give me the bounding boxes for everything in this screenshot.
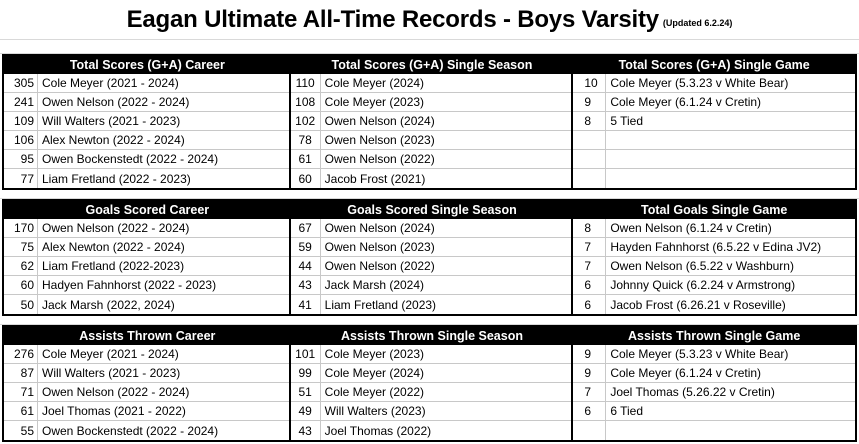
record-value: 102 <box>291 112 321 130</box>
section-total-scores <box>2 54 857 190</box>
single-game-column <box>573 74 855 188</box>
table-row <box>291 238 572 257</box>
record-value: 99 <box>291 364 321 382</box>
record-value: 108 <box>291 93 321 111</box>
record-holder: 6 Tied <box>610 404 644 418</box>
record-holder: Cole Meyer (2021 - 2024) <box>42 76 179 90</box>
record-holder: Joel Thomas (5.26.22 v Cretin) <box>610 385 775 399</box>
record-holder: Cole Meyer (2022) <box>324 385 425 399</box>
table-row <box>4 238 289 257</box>
section-header <box>2 325 857 345</box>
section-assists <box>2 325 857 442</box>
header-single-game: Assists Thrown Single Game <box>628 329 801 343</box>
record-value: 6 <box>573 276 606 294</box>
record-value: 6 <box>573 402 606 420</box>
table-row <box>573 219 855 238</box>
record-value <box>573 169 606 188</box>
record-value: 51 <box>291 383 321 401</box>
record-value <box>573 131 606 149</box>
header-single-game: Total Goals Single Game <box>640 203 788 217</box>
record-value: 87 <box>4 364 38 382</box>
record-holder: Will Walters (2021 - 2023) <box>42 366 181 380</box>
page-title: Eagan Ultimate All-Time Records - Boys Varsity <box>126 5 659 33</box>
table-row <box>4 364 289 383</box>
record-value: 67 <box>291 219 321 237</box>
record-holder: Owen Nelson (2024) <box>324 114 435 128</box>
record-value: 101 <box>291 345 321 363</box>
record-holder: Jack Marsh (2024) <box>324 278 425 292</box>
header-single-season: Assists Thrown Single Season <box>340 329 523 343</box>
record-value: 7 <box>573 383 606 401</box>
record-value: 78 <box>291 131 321 149</box>
record-value: 60 <box>291 169 321 188</box>
record-value: 59 <box>291 238 321 256</box>
blank-row <box>0 189 859 199</box>
record-holder: Owen Nelson (6.5.22 v Washburn) <box>610 259 794 273</box>
record-holder: Hadyen Fahnhorst (2022 - 2023) <box>42 278 217 292</box>
record-value: 49 <box>291 402 321 420</box>
header-career: Assists Thrown Career <box>79 329 216 343</box>
section-header <box>2 199 857 219</box>
table-row <box>573 383 855 402</box>
record-holder <box>606 169 610 188</box>
record-holder: Owen Nelson (2023) <box>324 240 435 254</box>
updated-note: (Updated 6.2.24) <box>662 18 733 28</box>
record-value: 9 <box>573 364 606 382</box>
record-holder: Hayden Fahnhorst (6.5.22 v Edina JV2) <box>610 240 822 254</box>
table-row <box>291 257 572 276</box>
table-row <box>291 131 572 150</box>
record-holder: Cole Meyer (2023) <box>324 347 425 361</box>
record-holder <box>606 421 610 440</box>
table-row <box>573 257 855 276</box>
table-row <box>291 295 572 314</box>
record-value: 10 <box>573 74 606 92</box>
record-value: 9 <box>573 345 606 363</box>
record-holder: Cole Meyer (5.3.23 v White Bear) <box>610 347 789 361</box>
record-holder: Joel Thomas (2021 - 2022) <box>42 404 186 418</box>
table-row <box>4 150 289 169</box>
record-value: 241 <box>4 93 38 111</box>
record-holder: Cole Meyer (2021 - 2024) <box>42 347 179 361</box>
record-value: 43 <box>291 421 321 440</box>
header-single-season: Total Scores (G+A) Single Season <box>331 58 533 72</box>
table-row <box>291 74 572 93</box>
record-holder: Cole Meyer (6.1.24 v Cretin) <box>610 95 762 109</box>
table-row <box>291 383 572 402</box>
record-holder: Owen Bockenstedt (2022 - 2024) <box>42 423 219 438</box>
table-row <box>4 383 289 402</box>
record-holder: 5 Tied <box>610 114 644 128</box>
header-single-game: Total Scores (G+A) Single Game <box>618 58 810 72</box>
record-holder: Joel Thomas (2022) <box>324 423 432 438</box>
header-career: Goals Scored Career <box>85 203 210 217</box>
table-row <box>573 345 855 364</box>
record-holder: Jacob Frost (2021) <box>324 171 426 186</box>
single-season-column <box>291 74 574 188</box>
record-value: 6 <box>573 295 606 314</box>
career-column <box>4 219 291 314</box>
title-row <box>0 0 859 40</box>
record-value: 7 <box>573 238 606 256</box>
table-row <box>4 131 289 150</box>
table-row <box>291 150 572 169</box>
table-row <box>573 402 855 421</box>
record-value: 41 <box>291 295 321 314</box>
record-value: 106 <box>4 131 38 149</box>
record-value: 9 <box>573 93 606 111</box>
blank-row <box>0 40 859 54</box>
record-holder <box>606 150 610 168</box>
record-value: 170 <box>4 219 38 237</box>
career-column <box>4 74 291 188</box>
record-holder: Owen Nelson (2024) <box>324 221 435 235</box>
table-row <box>291 402 572 421</box>
table-row <box>291 364 572 383</box>
record-holder: Cole Meyer (2024) <box>324 366 425 380</box>
record-holder: Owen Nelson (2022 - 2024) <box>42 221 190 235</box>
table-row <box>573 150 855 169</box>
table-row <box>573 364 855 383</box>
record-value: 61 <box>4 402 38 420</box>
table-row <box>573 238 855 257</box>
record-holder: Cole Meyer (5.3.23 v White Bear) <box>610 76 789 90</box>
header-career: Total Scores (G+A) Career <box>69 58 225 72</box>
record-holder: Liam Fretland (2022-2023) <box>42 259 185 273</box>
record-value: 8 <box>573 112 606 130</box>
record-value: 62 <box>4 257 38 275</box>
table-row <box>573 276 855 295</box>
record-value: 276 <box>4 345 38 363</box>
record-holder: Cole Meyer (2024) <box>324 76 425 90</box>
table-row <box>291 112 572 131</box>
record-value: 110 <box>291 74 321 92</box>
header-single-season: Goals Scored Single Season <box>347 203 517 217</box>
table-row <box>573 112 855 131</box>
table-row <box>291 93 572 112</box>
record-value: 75 <box>4 238 38 256</box>
table-row <box>573 131 855 150</box>
record-value: 95 <box>4 150 38 168</box>
table-row <box>4 402 289 421</box>
record-value <box>573 421 606 440</box>
table-row <box>4 345 289 364</box>
record-holder: Johnny Quick (6.2.24 v Armstrong) <box>610 278 796 292</box>
table-row <box>291 219 572 238</box>
blank-row <box>0 315 859 325</box>
record-value <box>573 150 606 168</box>
record-holder: Will Walters (2023) <box>324 404 426 418</box>
single-game-column <box>573 219 855 314</box>
table-row <box>291 345 572 364</box>
record-holder: Liam Fretland (2022 - 2023) <box>42 171 191 186</box>
record-holder: Owen Nelson (2022) <box>324 152 435 166</box>
record-value: 7 <box>573 257 606 275</box>
record-holder: Jack Marsh (2022, 2024) <box>42 297 175 312</box>
table-row <box>4 74 289 93</box>
table-row <box>573 295 855 314</box>
record-value: 109 <box>4 112 38 130</box>
record-value: 77 <box>4 169 38 188</box>
record-holder: Cole Meyer (2023) <box>324 95 425 109</box>
record-holder <box>606 131 610 149</box>
section-goals <box>2 199 857 316</box>
record-holder: Alex Newton (2022 - 2024) <box>42 240 185 254</box>
table-row <box>573 169 855 188</box>
table-row <box>291 169 572 188</box>
record-holder: Alex Newton (2022 - 2024) <box>42 133 185 147</box>
table-row <box>4 219 289 238</box>
table-row <box>4 257 289 276</box>
section-header <box>2 54 857 74</box>
table-row <box>4 295 289 314</box>
record-value: 55 <box>4 421 38 440</box>
record-value: 43 <box>291 276 321 294</box>
table-row <box>4 421 289 440</box>
career-column <box>4 345 291 440</box>
table-row <box>4 112 289 131</box>
single-season-column <box>291 345 574 440</box>
single-season-column <box>291 219 574 314</box>
record-holder: Owen Bockenstedt (2022 - 2024) <box>42 152 219 166</box>
record-holder: Owen Nelson (2023) <box>324 133 435 147</box>
record-value: 8 <box>573 219 606 237</box>
table-row <box>573 93 855 112</box>
table-row <box>573 421 855 440</box>
record-holder: Owen Nelson (2022 - 2024) <box>42 95 190 109</box>
table-row <box>4 93 289 112</box>
table-row <box>291 276 572 295</box>
record-value: 50 <box>4 295 38 314</box>
record-holder: Liam Fretland (2023) <box>324 297 437 312</box>
record-value: 44 <box>291 257 321 275</box>
table-row <box>573 74 855 93</box>
record-holder: Jacob Frost (6.26.21 v Roseville) <box>610 297 786 312</box>
table-row <box>291 421 572 440</box>
record-value: 61 <box>291 150 321 168</box>
record-value: 60 <box>4 276 38 294</box>
record-value: 71 <box>4 383 38 401</box>
record-holder: Owen Nelson (6.1.24 v Cretin) <box>610 221 772 235</box>
record-holder: Will Walters (2021 - 2023) <box>42 114 181 128</box>
record-holder: Cole Meyer (6.1.24 v Cretin) <box>610 366 762 380</box>
table-row <box>4 276 289 295</box>
record-holder: Owen Nelson (2022 - 2024) <box>42 385 190 399</box>
single-game-column <box>573 345 855 440</box>
table-row <box>4 169 289 188</box>
record-holder: Owen Nelson (2022) <box>324 259 435 273</box>
record-value: 305 <box>4 74 38 92</box>
